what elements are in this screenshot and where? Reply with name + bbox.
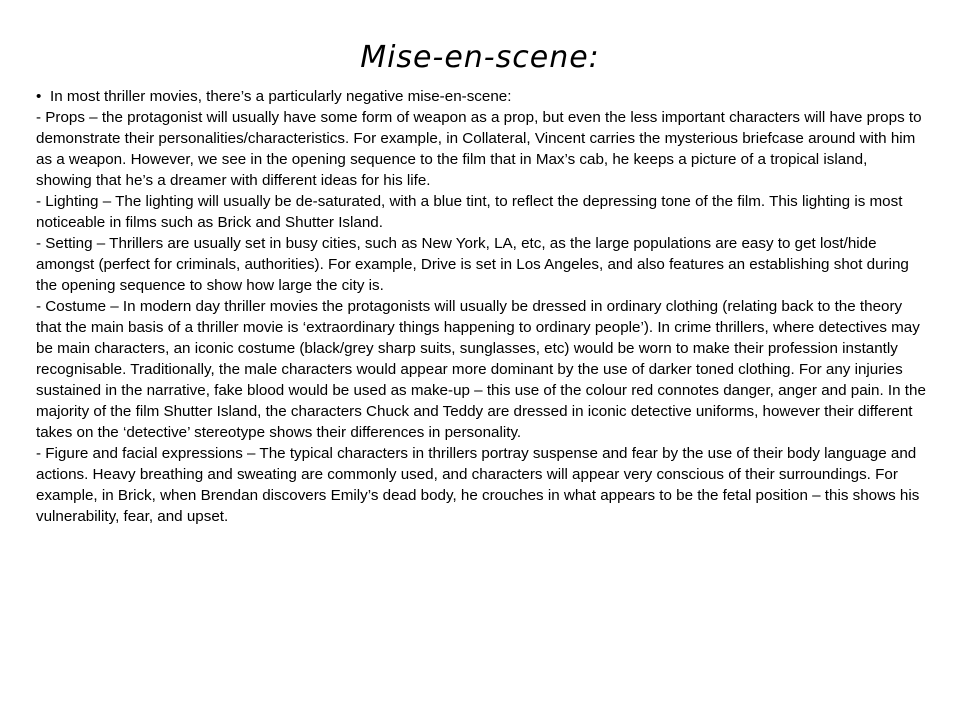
slide-title: Mise-en-scene: xyxy=(360,40,600,75)
intro-text: In most thriller movies, there’s a particularly negative mise-en-scene: xyxy=(50,88,512,105)
figure-expressions-paragraph: - Figure and facial expressions – The typical characters in thrillers portray suspense and fear by the use of their body language and actions. Heavy breathing and sweating are commonly used, and characters will appear very conscious of their surroundings. For example, in Brick, when Brendan discovers Emily’s dead body, he crouches in what appears to be the fetal position – this shows his vulnerability, fear, and upset. xyxy=(36,445,920,525)
slide-body xyxy=(36,86,926,527)
setting-paragraph: - Setting – Thrillers are usually set in busy cities, such as New York, LA, etc, as the large populations are easy to get lost/hide amongst (perfect for criminals, authorities). For example, Drive is set in Los Angeles, and also features an establishing shot during the opening sequence to show how large the city is. xyxy=(36,235,909,294)
costume-paragraph: - Costume – In modern day thriller movies the protagonists will usually be dressed in ordinary clothing (relating back to the theory that the main basis of a thriller movie is ‘extraordinary things happening to ordinary people’). In crime thrillers, where detectives may be main characters, an iconic costume (black/grey sharp suits, sunglasses, etc) would be worn to make their profession instantly recognisable. Traditionally, the male characters would appear more dominant by the use of darker toned clothing. For any injuries sustained in the narrative, fake blood would be used as make-up – this use of the colour red connotes danger, anger and pain. In the majority of the film Shutter Island, the characters Chuck and Teddy are dressed in iconic detective uniforms, however their different takes on the ‘detective’ stereotype shows their differences in personality. xyxy=(36,298,926,441)
intro-bullet xyxy=(36,86,926,107)
lighting-paragraph: - Lighting – The lighting will usually be de-saturated, with a blue tint, to reflect the depressing tone of the film. This lighting is most noticeable in films such as Brick and Shutter Island. xyxy=(36,193,903,231)
bullet-icon: • xyxy=(36,88,42,105)
props-paragraph: - Props – the protagonist will usually have some form of weapon as a prop, but even the less important characters will have props to demonstrate their personalities/characteristics. For example, in Collateral, Vincent carries the mysterious briefcase around with him as a weapon. However, we see in the opening sequence to the film that in Max’s cab, he keeps a picture of a tropical island, showing that he’s a dreamer with different ideas for his life. xyxy=(36,109,922,189)
